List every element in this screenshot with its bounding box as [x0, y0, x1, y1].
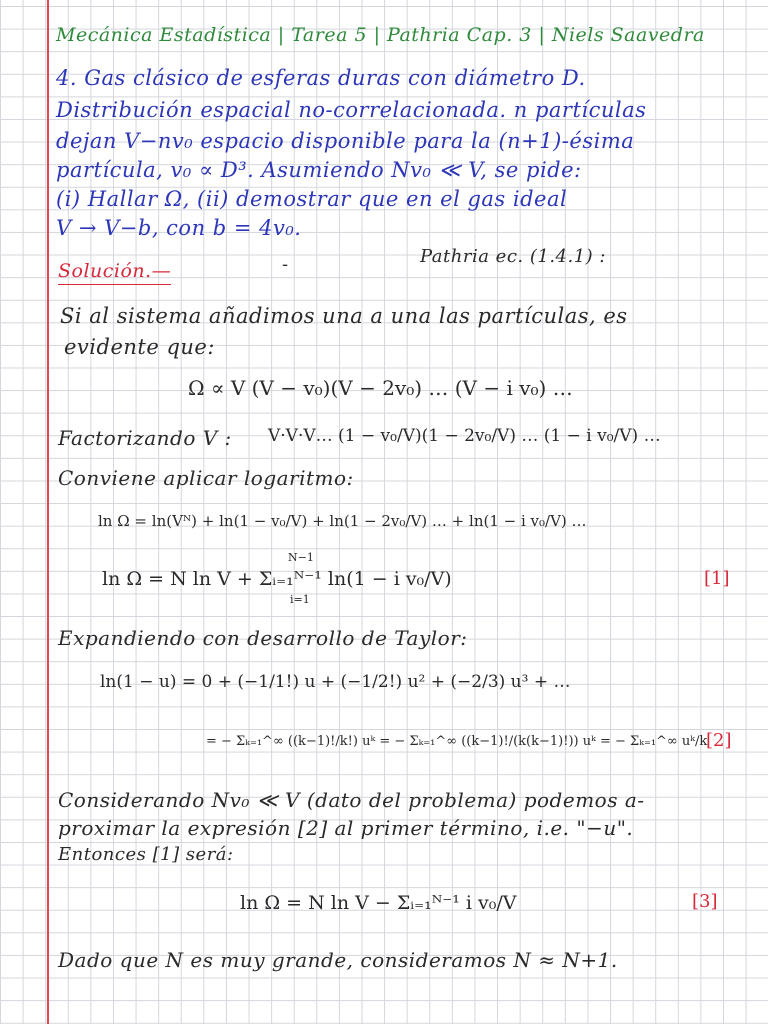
taylor-expansion-line-1: ln(1 − u) = 0 + (−1/1!) u + (−1/2!) u² + (−2/3) u³ + … — [100, 672, 571, 692]
final-line: Dado que N es muy grande, consideramos N ≈ N+1. — [58, 948, 618, 972]
stray-dash: - — [282, 254, 289, 275]
problem-line-2: Distribución espacial no-correlacionada. n partículas — [56, 98, 647, 122]
problem-line-4: partícula, v₀ ∝ D³. Asumiendo Nv₀ ≪ V, se pide: — [56, 158, 582, 182]
omega-proportional-equation: Ω ∝ V (V − v₀)(V − 2v₀) … (V − i v₀) … — [188, 376, 573, 400]
page-header: Mecánica Estadística | Tarea 5 | Pathria Cap. 3 | Niels Saavedra — [56, 24, 705, 46]
ln-omega-equation-1: ln Ω = ln(Vᴺ) + ln(1 − v₀/V) + ln(1 − 2v₀/V) … + ln(1 − i v₀/V) … — [98, 512, 587, 530]
solution-heading — [58, 262, 171, 281]
taylor-expansion-line-2: = − Σₖ₌₁^∞ ((k−1)!/k!) uᵏ = − Σₖ₌₁^∞ ((k−1)!/(k(k−1)!)) uᵏ = − Σₖ₌₁^∞ uᵏ/k — [206, 734, 708, 749]
sum-lower-limit-1: i=1 — [290, 593, 310, 606]
factor-expression: V·V·V… (1 − v₀/V)(1 − 2v₀/V) … (1 − i v₀/V) … — [268, 426, 661, 446]
sum-upper-limit-1: N−1 — [288, 551, 314, 564]
equation-tag-2: [2] — [706, 730, 732, 751]
log-label: Conviene aplicar logaritmo: — [58, 466, 354, 490]
consider-line-1: Considerando Nv₀ ≪ V (dato del problema) podemos a- — [58, 788, 645, 812]
intro-line-2: evidente que: — [64, 335, 215, 359]
ln-omega-equation-2: ln Ω = N ln V + Σᵢ₌₁ᴺ⁻¹ ln(1 − i v₀/V) — [102, 568, 452, 590]
problem-line-6: V → V−b, con b = 4v₀. — [56, 216, 302, 240]
ln-omega-equation-3: ln Ω = N ln V − Σᵢ₌₁ᴺ⁻¹ i v₀/V — [240, 892, 517, 914]
factor-label: Factorizando V : — [58, 426, 232, 450]
problem-line-5: (i) Hallar Ω, (ii) demostrar que en el gas ideal — [56, 187, 568, 211]
notebook-margin-line — [47, 0, 49, 1024]
intro-line-1: Si al sistema añadimos una a una las partículas, es — [60, 304, 628, 328]
equation-tag-3: [3] — [692, 891, 718, 912]
consider-line-2: proximar la expresión [2] al primer término, i.e. "−u". — [58, 816, 634, 840]
equation-tag-1: [1] — [704, 568, 730, 589]
taylor-label: Expandiendo con desarrollo de Taylor: — [58, 626, 468, 650]
problem-line-1: 4. Gas clásico de esferas duras con diámetro D. — [56, 66, 586, 90]
solution-heading-text: Solución.— — [58, 260, 171, 285]
problem-line-3: dejan V−nv₀ espacio disponible para la (n+1)-ésima — [56, 129, 635, 153]
pathria-reference: Pathria ec. (1.4.1) : — [420, 246, 606, 267]
consider-line-3: Entonces [1] será: — [58, 844, 234, 865]
